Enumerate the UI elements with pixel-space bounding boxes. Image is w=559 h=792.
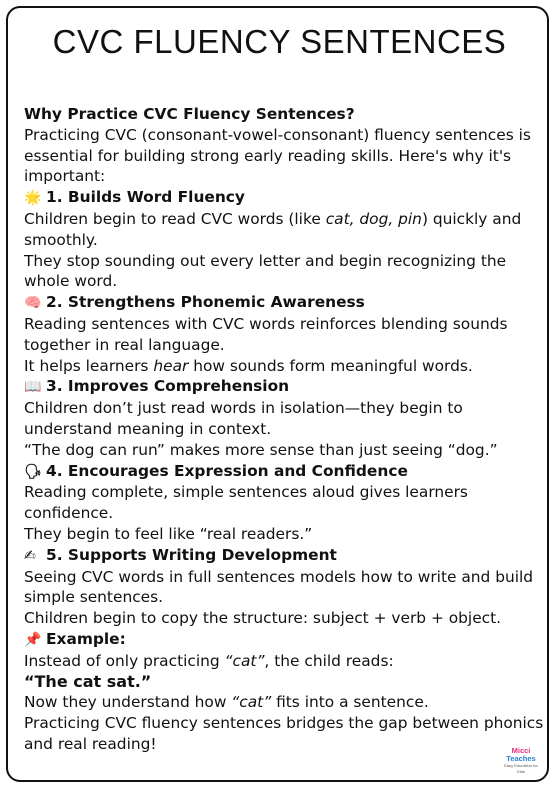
point-4-heading — [24, 461, 544, 483]
point-3-title: 3. Improves Comprehension — [46, 377, 290, 396]
point-5-line-1: Seeing CVC words in full sentences models how to write and build simple sentences. — [24, 567, 534, 607]
pushpin-icon: 📌 — [24, 631, 42, 648]
sparkle-icon: 🌟 — [24, 190, 42, 207]
example-quote: “The cat sat.” — [24, 671, 152, 691]
example-line-1: Instead of only practicing “cat”, the child reads: — [24, 651, 394, 670]
brand-logo: Micci Teaches Easy Education for Kids — [504, 746, 538, 774]
example-line-2: Now they understand how “cat” fits into a sentence. — [24, 693, 429, 712]
page-title: CVC FLUENCY SENTENCES — [52, 23, 507, 60]
brain-icon: 🧠 — [24, 295, 42, 312]
section-heading: Why Practice CVC Fluency Sentences? — [24, 105, 355, 123]
closing-paragraph: Practicing CVC fluency sentences bridges the gap between phonics and real reading! — [24, 714, 544, 753]
emphasis: hear — [153, 356, 189, 375]
point-2-heading — [24, 292, 544, 314]
point-2-title: 2. Strengthens Phonemic Awareness — [46, 293, 365, 312]
intro-paragraph: Practicing CVC (consonant-vowel-consonant) fluency sentences is essential for building strong early reading skills. Here's why it's important: — [24, 125, 531, 186]
point-4-title: 4. Encourages Expression and Confidence — [46, 461, 408, 480]
point-2-line-2: It helps learners hear how sounds form meaningful words. — [24, 356, 473, 375]
emphasis: “cat” — [231, 693, 272, 712]
point-2-line-1: Reading sentences with CVC words reinforces blending sounds together in real language. — [24, 314, 508, 354]
writing-hand-icon: ✍ — [24, 547, 36, 564]
point-3-line-1: Children don’t just read words in isolation—they begin to understand meaning in context. — [24, 399, 463, 438]
point-3-line-2: “The dog can run” makes more sense than just seeing “dog.” — [24, 440, 498, 459]
point-5-heading — [24, 545, 544, 567]
emphasis: cat, dog, pin — [325, 209, 422, 228]
point-1-line-1: Children begin to read CVC words (like cat, dog, pin) quickly and smoothly. — [24, 209, 522, 249]
point-5-line-2: Children begin to copy the structure: subject + verb + object. — [24, 609, 502, 628]
open-book-icon: 📖 — [24, 379, 42, 396]
point-1-line-2: They stop sounding out every letter and begin recognizing the whole word. — [24, 251, 507, 291]
speaking-head-icon: 🗣 — [24, 463, 42, 480]
article-body — [24, 104, 544, 755]
example-heading — [24, 629, 544, 651]
example-title: Example: — [46, 629, 126, 648]
point-1-heading — [24, 187, 544, 209]
emphasis: “cat” — [224, 651, 265, 670]
point-1-title: 1. Builds Word Fluency — [46, 188, 245, 207]
point-5-title: 5. Supports Writing Development — [46, 545, 337, 564]
point-4-line-1: Reading complete, simple sentences aloud gives learners confidence. — [24, 483, 468, 523]
point-4-line-2: They begin to feel like “real readers.” — [24, 524, 313, 543]
point-3-heading — [24, 376, 544, 398]
